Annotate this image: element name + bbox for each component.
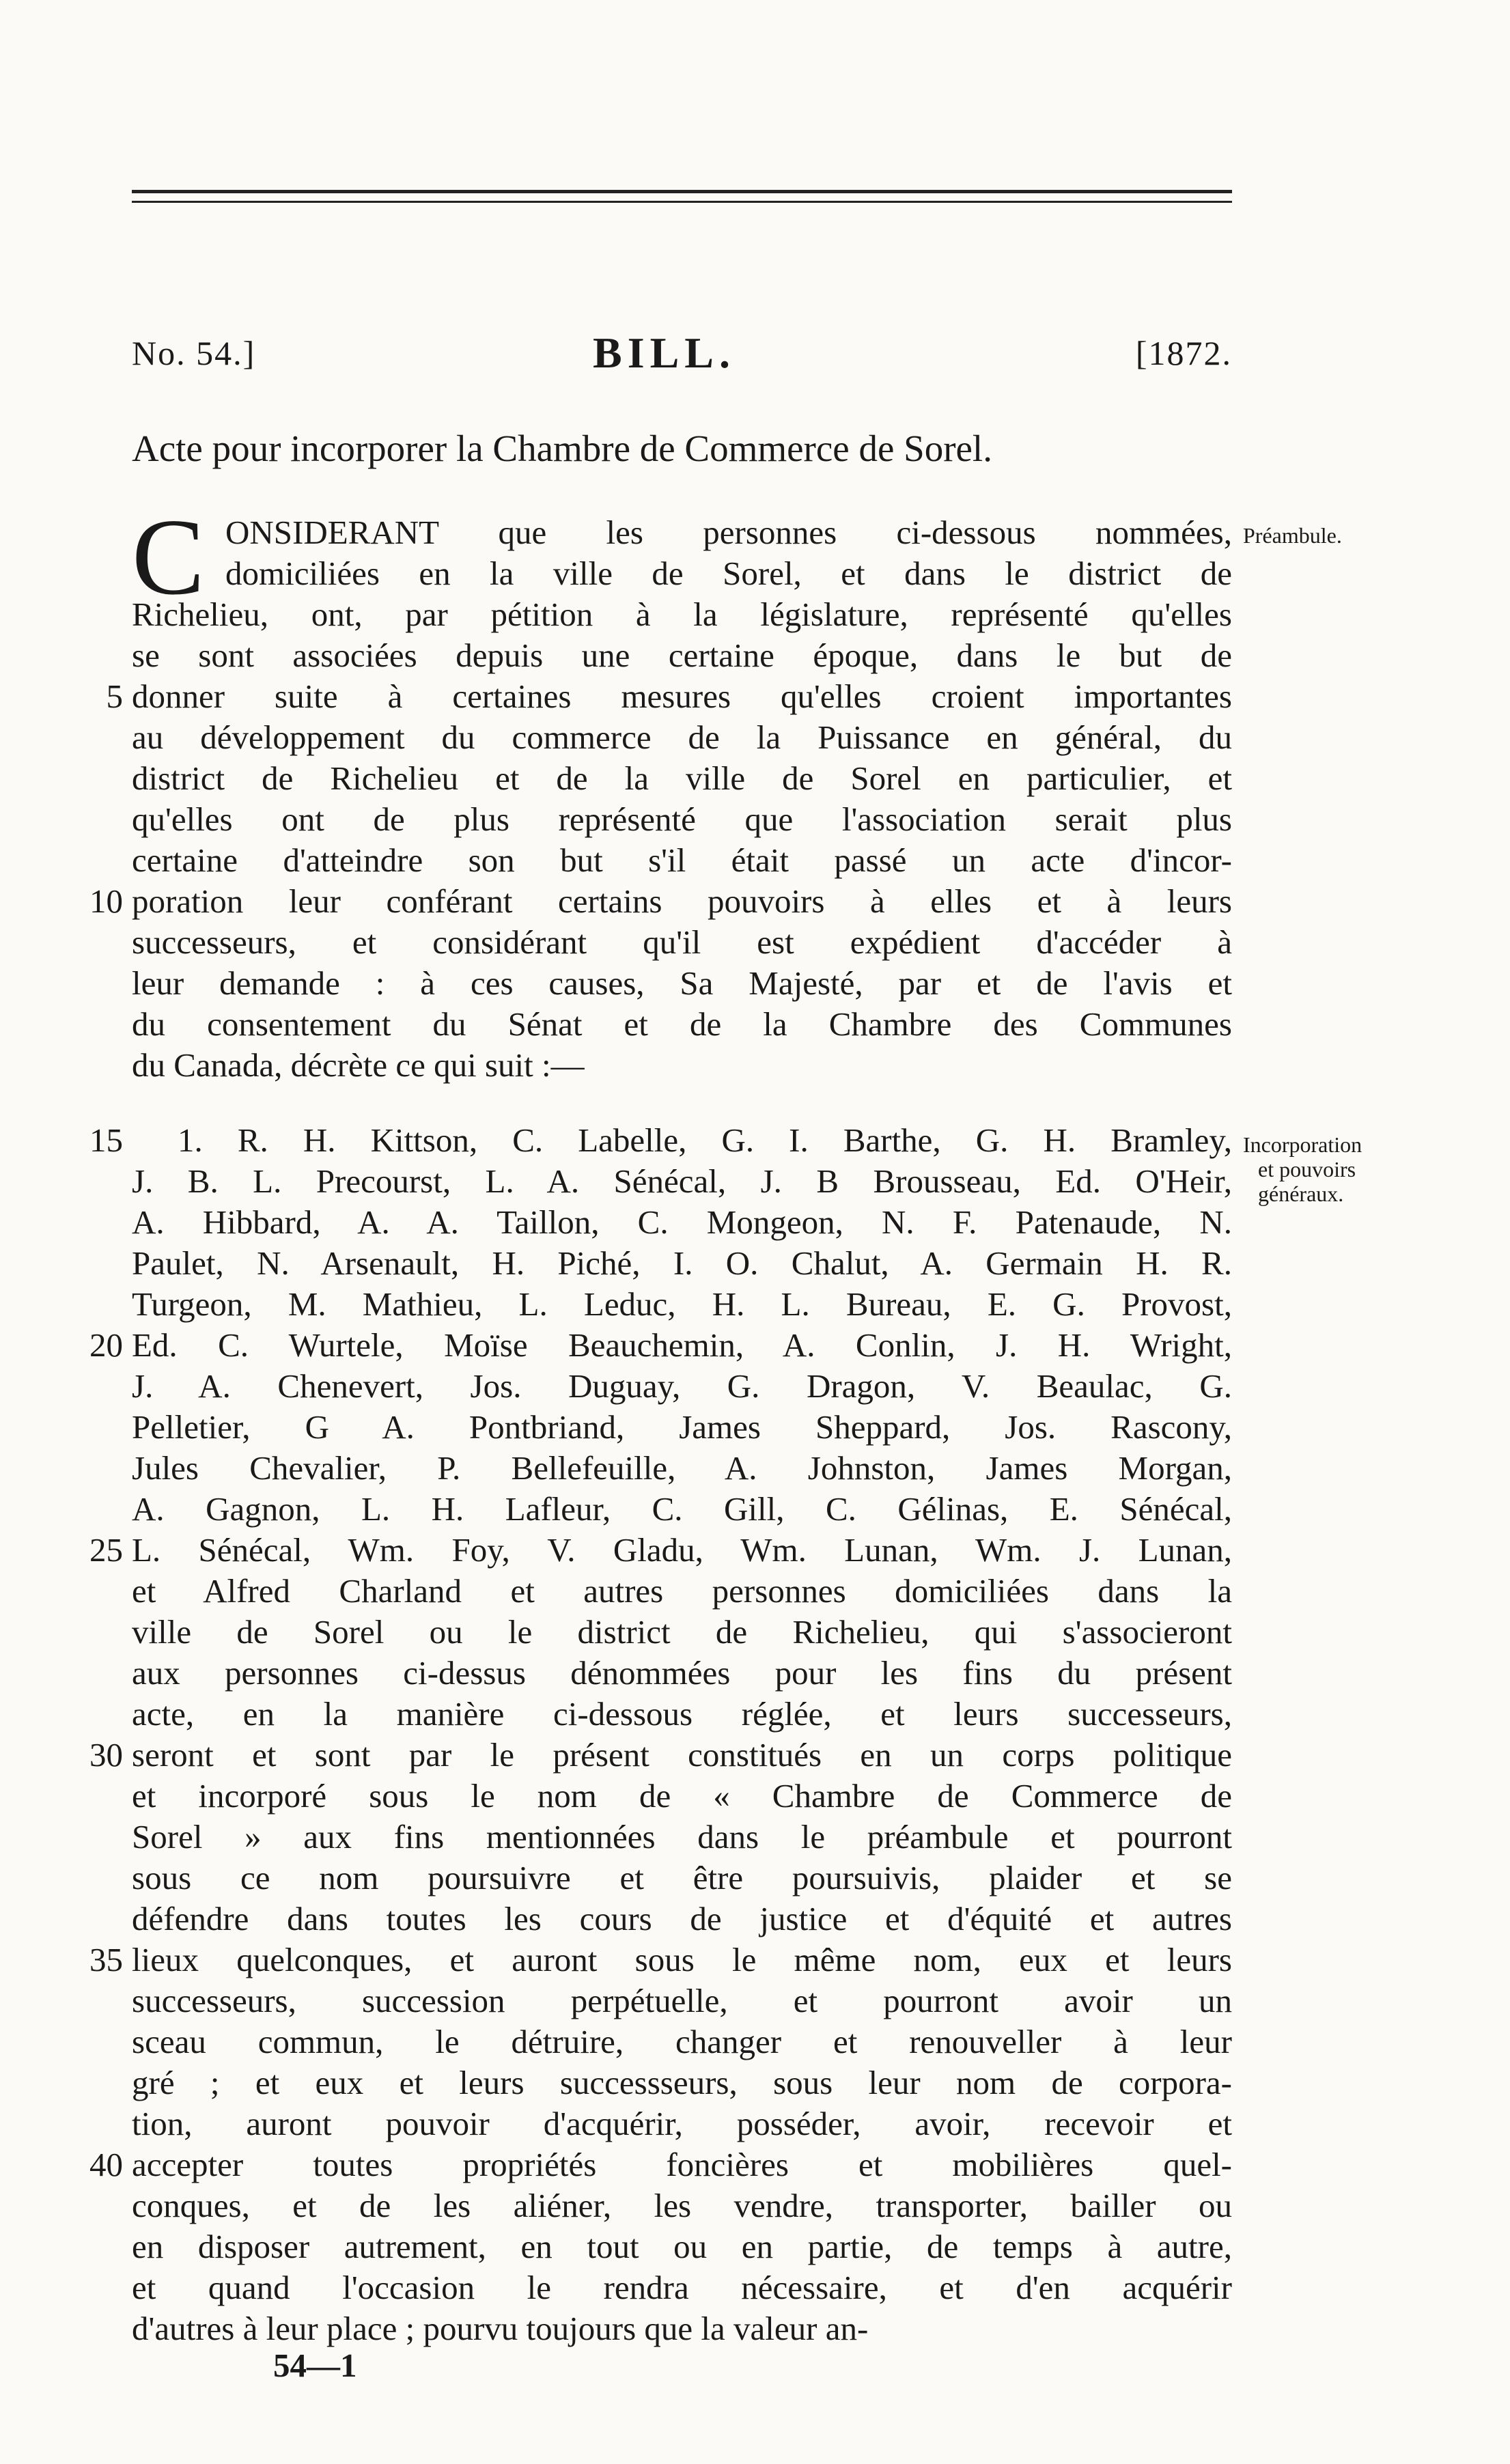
preamble-line: du Canada, décrète ce qui suit :— bbox=[132, 1046, 585, 1084]
line-number-10: 10 bbox=[89, 882, 123, 920]
section-line: J. B. L. Precourst, L. A. Sénécal, J. B Brousseau, Ed. O'Heir, bbox=[132, 1162, 1232, 1200]
section-line: et quand l'occasion le rendra nécessaire, et d'en acquérir bbox=[132, 2269, 1232, 2306]
bill-header bbox=[132, 328, 1232, 395]
section-line: aux personnes ci-dessus dénommées pour les fins du présent bbox=[132, 1654, 1232, 1692]
preamble-line: successeurs, et considérant qu'il est expédient d'accéder à bbox=[132, 923, 1232, 961]
section-line: Jules Chevalier, P. Bellefeuille, A. Johnston, James Morgan, bbox=[132, 1449, 1232, 1487]
section-line: sceau commun, le détruire, changer et renouveller à leur bbox=[132, 2023, 1232, 2060]
section-line: lieux quelconques, et auront sous le même nom, eux et leurs bbox=[132, 1941, 1232, 1978]
drop-cap: C bbox=[132, 496, 205, 617]
preamble-line: se sont associées depuis une certaine époque, dans le but de bbox=[132, 636, 1232, 674]
section-line: et incorporé sous le nom de « Chambre de Commerce de bbox=[132, 1777, 1232, 1815]
bill-title: Acte pour incorporer la Chambre de Commerce de Sorel. bbox=[132, 428, 992, 469]
bill-year: [1872. bbox=[1135, 334, 1232, 372]
preamble-line: certaine d'atteindre son but s'il était passé un acte d'incor- bbox=[132, 841, 1232, 879]
preamble-line: district de Richelieu et de la ville de Sorel en particulier, et bbox=[132, 759, 1232, 797]
section-line: Pelletier, G A. Pontbriand, James Sheppard, Jos. Rascony, bbox=[132, 1408, 1232, 1446]
footer-signature: 54—1 bbox=[273, 2347, 357, 2384]
section-line: conques, et de les aliéner, les vendre, transporter, bailler ou bbox=[132, 2187, 1232, 2224]
section-line: ville de Sorel ou le district de Richelieu, qui s'associeront bbox=[132, 1613, 1232, 1651]
section-line: Turgeon, M. Mathieu, L. Leduc, H. L. Bureau, E. G. Provost, bbox=[132, 1285, 1232, 1323]
section-line: seront et sont par le présent constitués en un corps politique bbox=[132, 1736, 1232, 1774]
section-line: A. Gagnon, L. H. Lafleur, C. Gill, C. Gélinas, E. Sénécal, bbox=[132, 1490, 1232, 1528]
margin-note-preamble: Préambule. bbox=[1243, 523, 1342, 548]
line-number-40: 40 bbox=[89, 2146, 123, 2183]
preamble-line: domiciliées en la ville de Sorel, et dans le district de bbox=[225, 555, 1232, 592]
section-line: en disposer autrement, en tout ou en partie, de temps à autre, bbox=[132, 2228, 1232, 2265]
line-number-30: 30 bbox=[89, 1736, 123, 1774]
preamble-line: au développement du commerce de la Puissance en général, du bbox=[132, 718, 1232, 756]
preamble-line: leur demande : à ces causes, Sa Majesté, par et de l'avis et bbox=[132, 964, 1232, 1002]
bill-number: No. 54.] bbox=[132, 334, 256, 372]
section-line: gré ; et eux et leurs successseurs, sous leur nom de corpora- bbox=[132, 2064, 1232, 2101]
section-line: J. A. Chenevert, Jos. Duguay, G. Dragon, V. Beaulac, G. bbox=[132, 1367, 1232, 1405]
bill-label: BILL. bbox=[593, 328, 736, 377]
section-line: accepter toutes propriétés foncières et mobilières quel- bbox=[132, 2146, 1232, 2183]
margin-note-incorporation-3: généraux. bbox=[1258, 1181, 1344, 1206]
line-number-15: 15 bbox=[89, 1121, 123, 1159]
section-line: Sorel » aux fins mentionnées dans le préambule et pourront bbox=[132, 1818, 1232, 1856]
top-rule bbox=[132, 190, 1232, 193]
margin-note-incorporation-2: et pouvoirs bbox=[1258, 1157, 1356, 1181]
section-line: L. Sénécal, Wm. Foy, V. Gladu, Wm. Lunan, Wm. J. Lunan, bbox=[132, 1531, 1232, 1569]
section-line: A. Hibbard, A. A. Taillon, C. Mongeon, N. F. Patenaude, N. bbox=[132, 1203, 1232, 1241]
preamble-line: du consentement du Sénat et de la Chambre des Communes bbox=[132, 1005, 1232, 1043]
section-line: acte, en la manière ci-dessous réglée, et leurs successeurs, bbox=[132, 1695, 1232, 1733]
preamble-line: Richelieu, ont, par pétition à la législature, représenté qu'elles bbox=[132, 596, 1232, 633]
section-line: successeurs, succession perpétuelle, et pourront avoir un bbox=[132, 1982, 1232, 2019]
section-line: sous ce nom poursuivre et être poursuivis, plaider et se bbox=[132, 1859, 1232, 1896]
line-number-5: 5 bbox=[106, 677, 123, 715]
line-number-25: 25 bbox=[89, 1531, 123, 1569]
preamble-line: donner suite à certaines mesures qu'elles croient importantes bbox=[132, 677, 1232, 715]
section-line: d'autres à leur place ; pourvu toujours que la valeur an- bbox=[132, 2310, 869, 2347]
top-rule-thin bbox=[132, 201, 1232, 203]
section-line: et Alfred Charland et autres personnes domiciliées dans la bbox=[132, 1572, 1232, 1610]
preamble-line: ONSIDERANT que les personnes ci-dessous nommées, bbox=[225, 514, 1232, 551]
margin-note-incorporation-1: Incorporation bbox=[1243, 1132, 1362, 1157]
section-line: 1. R. H. Kittson, C. Labelle, G. I. Barthe, G. H. Bramley, bbox=[178, 1121, 1232, 1159]
section-line: Paulet, N. Arsenault, H. Piché, I. O. Chalut, A. Germain H. R. bbox=[132, 1244, 1232, 1282]
preamble-line: poration leur conférant certains pouvoirs à elles et à leurs bbox=[132, 882, 1232, 920]
section-line: défendre dans toutes les cours de justice et d'équité et autres bbox=[132, 1900, 1232, 1937]
preamble-line: qu'elles ont de plus représenté que l'association serait plus bbox=[132, 800, 1232, 838]
section-line: Ed. C. Wurtele, Moïse Beauchemin, A. Conlin, J. H. Wright, bbox=[132, 1326, 1232, 1364]
line-number-20: 20 bbox=[89, 1326, 123, 1364]
line-number-35: 35 bbox=[89, 1941, 123, 1978]
section-line: tion, auront pouvoir d'acquérir, posséder, avoir, recevoir et bbox=[132, 2105, 1232, 2142]
